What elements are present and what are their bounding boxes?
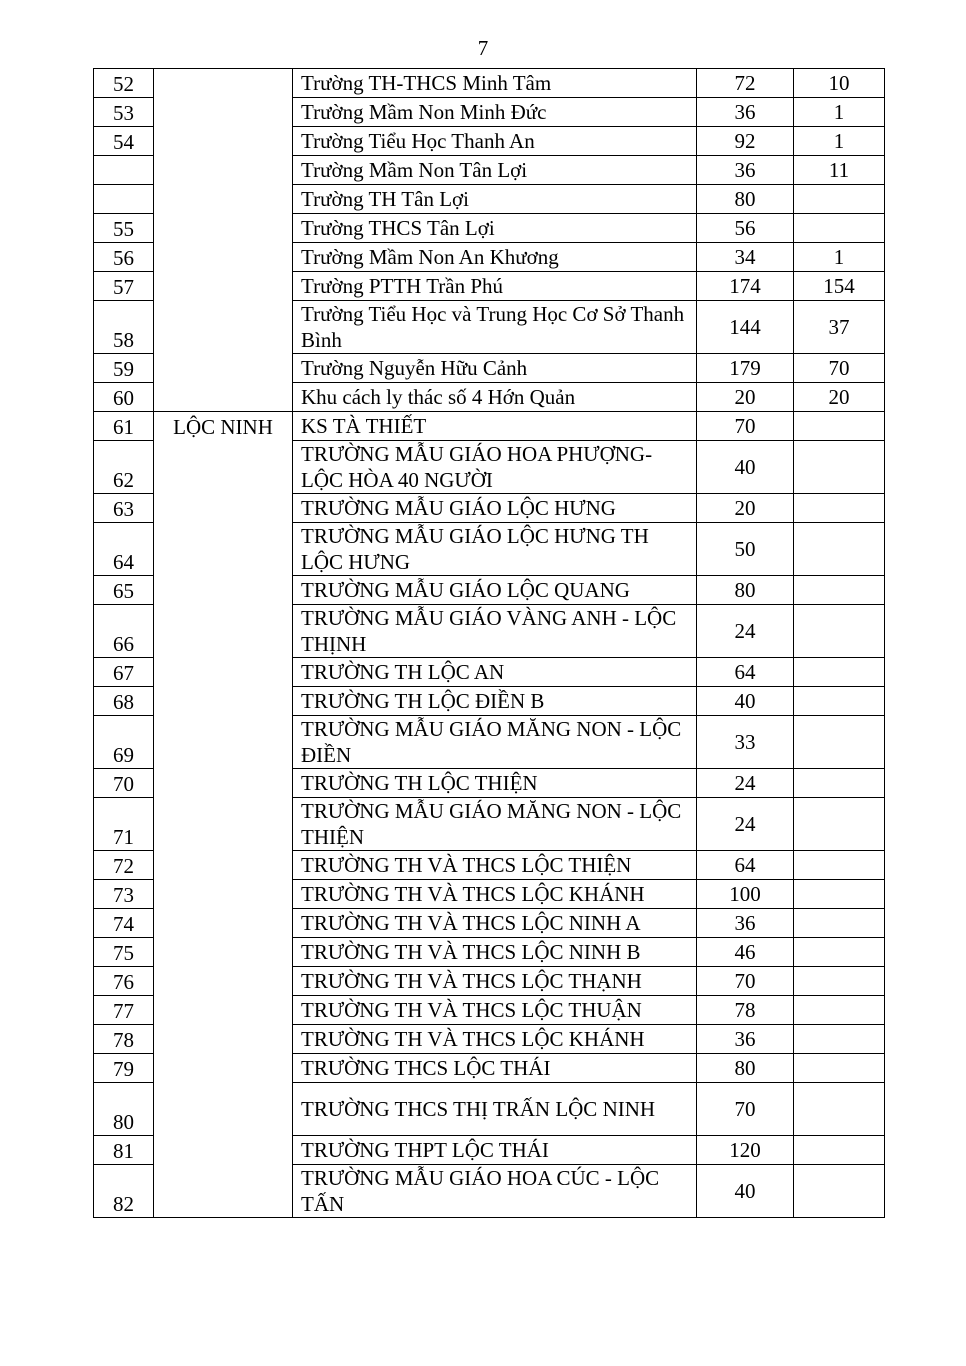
table-body [94, 69, 885, 1218]
row-number: 65 [94, 576, 154, 605]
count-value [794, 798, 885, 851]
count-value: 20 [794, 383, 885, 412]
district-cell: LỘC NINH [154, 412, 293, 1218]
capacity-value: 36 [697, 98, 794, 127]
capacity-value: 34 [697, 243, 794, 272]
capacity-value: 80 [697, 576, 794, 605]
capacity-value: 46 [697, 938, 794, 967]
row-number: 56 [94, 243, 154, 272]
count-value [794, 716, 885, 769]
district-cell [154, 69, 293, 412]
capacity-value: 80 [697, 185, 794, 214]
capacity-value: 70 [697, 1083, 794, 1136]
capacity-value: 40 [697, 1165, 794, 1218]
capacity-value: 36 [697, 1025, 794, 1054]
capacity-value: 100 [697, 880, 794, 909]
data-table [93, 68, 885, 1218]
facility-name: TRƯỜNG TH VÀ THCS LỘC THIỆN [293, 851, 697, 880]
count-value: 37 [794, 301, 885, 354]
facility-name: TRƯỜNG MẪU GIÁO LỘC HƯNG TH LỘC HƯNG [293, 523, 697, 576]
row-number: 76 [94, 967, 154, 996]
facility-name: Khu cách ly thác số 4 Hớn Quản [293, 383, 697, 412]
row-number: 52 [94, 69, 154, 98]
facility-name: TRƯỜNG THCS LỘC THÁI [293, 1054, 697, 1083]
count-value [794, 441, 885, 494]
count-value [794, 996, 885, 1025]
capacity-value: 64 [697, 658, 794, 687]
row-number: 81 [94, 1136, 154, 1165]
count-value [794, 938, 885, 967]
page-number: 7 [477, 36, 489, 60]
capacity-value: 24 [697, 605, 794, 658]
capacity-value: 56 [697, 214, 794, 243]
capacity-value: 33 [697, 716, 794, 769]
count-value [794, 1054, 885, 1083]
count-value [794, 214, 885, 243]
count-value: 1 [794, 243, 885, 272]
count-value [794, 523, 885, 576]
facility-name: Trường TH-THCS Minh Tâm [293, 69, 697, 98]
facility-name: Trường Tiểu Học Thanh An [293, 127, 697, 156]
capacity-value: 70 [697, 412, 794, 441]
capacity-value: 70 [697, 967, 794, 996]
row-number: 72 [94, 851, 154, 880]
count-value [794, 1136, 885, 1165]
count-value [794, 1025, 885, 1054]
capacity-value: 20 [697, 494, 794, 523]
facility-name: TRƯỜNG THPT LỘC THÁI [293, 1136, 697, 1165]
capacity-value: 24 [697, 769, 794, 798]
count-value [794, 185, 885, 214]
row-number: 82 [94, 1165, 154, 1218]
row-number: 60 [94, 383, 154, 412]
row-number: 57 [94, 272, 154, 301]
row-number: 77 [94, 996, 154, 1025]
table-row [94, 69, 885, 98]
capacity-value: 78 [697, 996, 794, 1025]
capacity-value: 40 [697, 687, 794, 716]
capacity-value: 50 [697, 523, 794, 576]
table-row [94, 412, 885, 441]
count-value [794, 769, 885, 798]
facility-name: TRƯỜNG TH VÀ THCS LỘC THẠNH [293, 967, 697, 996]
facility-name: Trường Mầm Non Minh Đức [293, 98, 697, 127]
row-number: 62 [94, 441, 154, 494]
count-value [794, 687, 885, 716]
capacity-value: 179 [697, 354, 794, 383]
count-value: 11 [794, 156, 885, 185]
row-number: 58 [94, 301, 154, 354]
row-number: 59 [94, 354, 154, 383]
facility-name: TRƯỜNG TH VÀ THCS LỘC KHÁNH [293, 880, 697, 909]
facility-name: Trường TH Tân Lợi [293, 185, 697, 214]
count-value: 10 [794, 69, 885, 98]
count-value [794, 576, 885, 605]
count-value [794, 605, 885, 658]
count-value: 154 [794, 272, 885, 301]
capacity-value: 40 [697, 441, 794, 494]
capacity-value: 64 [697, 851, 794, 880]
count-value [794, 851, 885, 880]
row-number: 54 [94, 127, 154, 156]
count-value [794, 880, 885, 909]
count-value [794, 1165, 885, 1218]
row-number: 79 [94, 1054, 154, 1083]
row-number: 68 [94, 687, 154, 716]
count-value [794, 412, 885, 441]
facility-name: TRƯỜNG TH LỘC ĐIỀN B [293, 687, 697, 716]
row-number: 67 [94, 658, 154, 687]
facility-name: Trường Nguyễn Hữu Cảnh [293, 354, 697, 383]
row-number: 63 [94, 494, 154, 523]
facility-name: Trường Tiểu Học và Trung Học Cơ Sở Thanh Bình [293, 301, 697, 354]
capacity-value: 36 [697, 909, 794, 938]
count-value: 1 [794, 127, 885, 156]
row-number: 78 [94, 1025, 154, 1054]
count-value [794, 909, 885, 938]
capacity-value: 120 [697, 1136, 794, 1165]
row-number: 64 [94, 523, 154, 576]
facility-name: TRƯỜNG MẪU GIÁO LỘC QUANG [293, 576, 697, 605]
capacity-value: 24 [697, 798, 794, 851]
facility-name: Trường PTTH Trần Phú [293, 272, 697, 301]
facility-name: TRƯỜNG TH LỘC THIỆN [293, 769, 697, 798]
capacity-value: 80 [697, 1054, 794, 1083]
count-value [794, 1083, 885, 1136]
row-number: 66 [94, 605, 154, 658]
capacity-value: 92 [697, 127, 794, 156]
facility-name: TRƯỜNG MẪU GIÁO LỘC HƯNG [293, 494, 697, 523]
row-number: 74 [94, 909, 154, 938]
row-number: 69 [94, 716, 154, 769]
facility-name: TRƯỜNG MẪU GIÁO MĂNG NON - LỘC THIỆN [293, 798, 697, 851]
count-value [794, 494, 885, 523]
facility-name: KS TÀ THIẾT [293, 412, 697, 441]
row-number: 73 [94, 880, 154, 909]
capacity-value: 36 [697, 156, 794, 185]
facility-name: TRƯỜNG MẪU GIÁO VÀNG ANH - LỘC THỊNH [293, 605, 697, 658]
row-number [94, 185, 154, 214]
capacity-value: 20 [697, 383, 794, 412]
capacity-value: 174 [697, 272, 794, 301]
row-number [94, 156, 154, 185]
row-number: 75 [94, 938, 154, 967]
count-value [794, 967, 885, 996]
row-number: 80 [94, 1083, 154, 1136]
capacity-value: 72 [697, 69, 794, 98]
facility-name: Trường Mầm Non An Khương [293, 243, 697, 272]
facility-name: Trường Mầm Non Tân Lợi [293, 156, 697, 185]
facility-name: TRƯỜNG TH VÀ THCS LỘC NINH B [293, 938, 697, 967]
facility-name: TRƯỜNG TH VÀ THCS LỘC NINH A [293, 909, 697, 938]
capacity-value: 144 [697, 301, 794, 354]
row-number: 55 [94, 214, 154, 243]
count-value: 1 [794, 98, 885, 127]
row-number: 70 [94, 769, 154, 798]
facility-name: TRƯỜNG MẪU GIÁO HOA PHƯỢNG- LỘC HÒA 40 NGƯỜI [293, 441, 697, 494]
row-number: 61 [94, 412, 154, 441]
count-value [794, 658, 885, 687]
facility-name: TRƯỜNG THCS THỊ TRẤN LỘC NINH [293, 1083, 697, 1136]
facility-name: TRƯỜNG TH VÀ THCS LỘC KHÁNH [293, 1025, 697, 1054]
count-value: 70 [794, 354, 885, 383]
facility-name: TRƯỜNG TH LỘC AN [293, 658, 697, 687]
row-number: 71 [94, 798, 154, 851]
facility-name: Trường THCS Tân Lợi [293, 214, 697, 243]
facility-name: TRƯỜNG TH VÀ THCS LỘC THUẬN [293, 996, 697, 1025]
row-number: 53 [94, 98, 154, 127]
facility-name: TRƯỜNG MẪU GIÁO HOA CÚC - LỘC TẤN [293, 1165, 697, 1218]
facility-name: TRƯỜNG MẪU GIÁO MĂNG NON - LỘC ĐIỀN [293, 716, 697, 769]
